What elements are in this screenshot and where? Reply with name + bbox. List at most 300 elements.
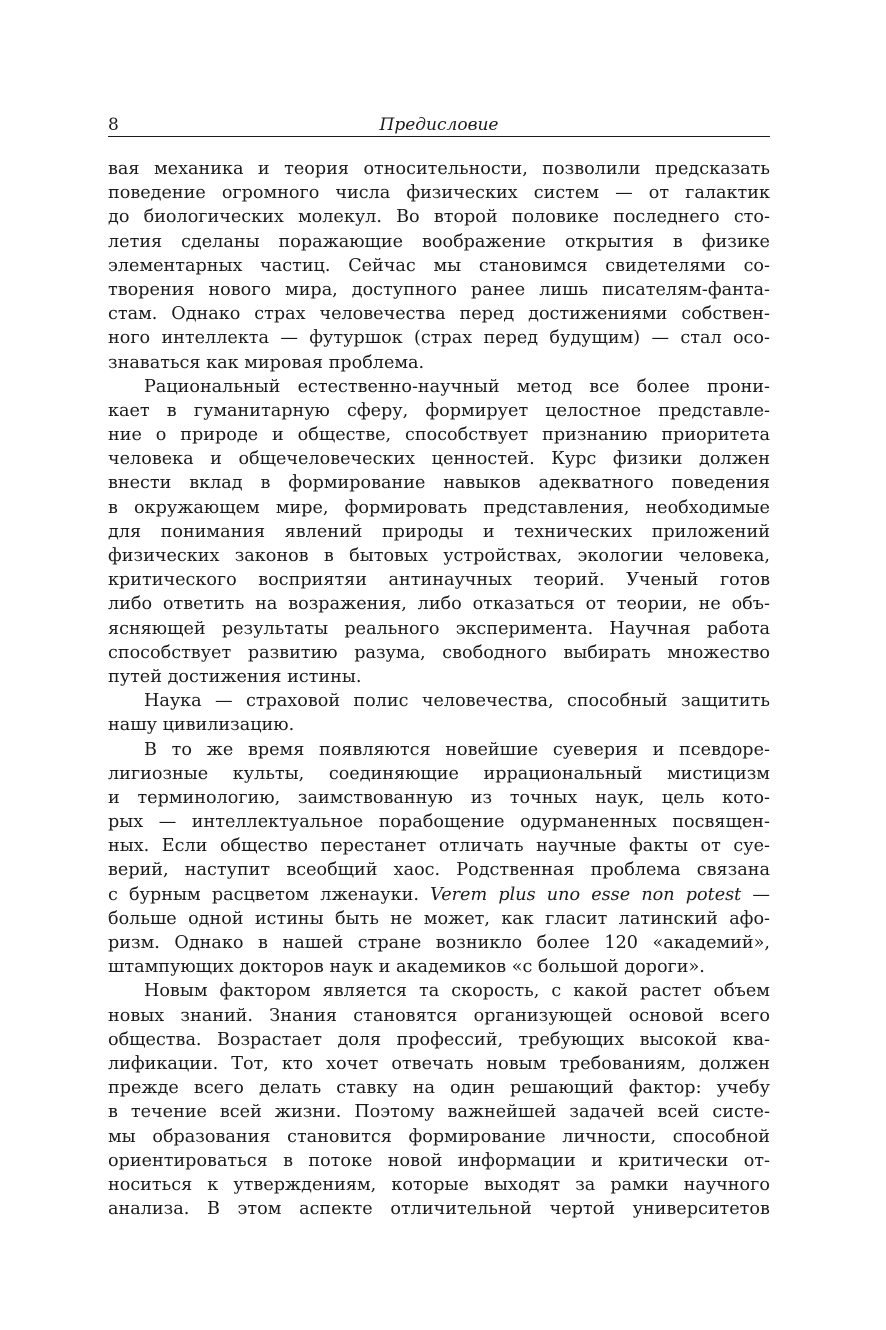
word: и bbox=[108, 787, 120, 808]
word: какой bbox=[573, 981, 629, 1002]
word: всей bbox=[657, 1102, 700, 1123]
word: один bbox=[450, 1078, 495, 1099]
word: гуманитарную bbox=[193, 400, 330, 421]
word: для bbox=[108, 521, 142, 542]
word: выбирать bbox=[563, 642, 651, 663]
word: защитить bbox=[681, 691, 770, 712]
word: штампующих bbox=[108, 957, 234, 978]
word: верий, bbox=[108, 860, 169, 881]
word: ранее bbox=[470, 279, 526, 300]
text-line bbox=[108, 738, 770, 762]
text-line bbox=[108, 399, 770, 423]
word: non bbox=[641, 884, 675, 905]
word: адекватного bbox=[538, 473, 654, 494]
word: и bbox=[482, 521, 495, 542]
word: отказаться bbox=[472, 594, 575, 615]
word: эксперимента. bbox=[455, 618, 594, 639]
word: чертой bbox=[549, 1199, 615, 1220]
text-line bbox=[108, 1173, 770, 1197]
text-line bbox=[108, 1076, 770, 1100]
word: не bbox=[390, 908, 413, 929]
word: и bbox=[378, 957, 391, 978]
word: потоке bbox=[308, 1150, 373, 1171]
word: футуршок bbox=[309, 328, 403, 349]
text-line bbox=[108, 931, 770, 955]
word: научного bbox=[683, 1174, 770, 1195]
word: в bbox=[323, 546, 334, 566]
word: учебу bbox=[716, 1078, 770, 1099]
word: сделаны bbox=[181, 231, 260, 252]
word: новым bbox=[486, 1053, 547, 1074]
word: целостное bbox=[545, 400, 642, 421]
word: как bbox=[501, 908, 534, 929]
word: возникло bbox=[435, 933, 523, 953]
text-line bbox=[108, 907, 770, 931]
word: человечества, bbox=[421, 691, 554, 712]
word: огромного bbox=[221, 183, 320, 204]
word: «с bbox=[511, 957, 533, 978]
word: аспекте bbox=[299, 1199, 373, 1220]
text-line bbox=[108, 375, 770, 399]
word: суе- bbox=[733, 836, 770, 857]
word: человека bbox=[108, 449, 194, 470]
word: мира, bbox=[285, 279, 338, 300]
text-line bbox=[108, 1197, 770, 1221]
word: формирует bbox=[425, 400, 529, 421]
word: Курс bbox=[551, 449, 597, 470]
word: plus bbox=[498, 884, 536, 905]
word: в bbox=[108, 1102, 118, 1123]
word: же bbox=[206, 739, 234, 760]
word: реального bbox=[344, 618, 440, 639]
word: поведение bbox=[108, 183, 206, 204]
word: цивилизацию. bbox=[162, 715, 295, 736]
word: ориентироваться bbox=[108, 1150, 268, 1171]
word: лигиозные bbox=[108, 763, 209, 784]
word: кто bbox=[281, 1053, 314, 1074]
word: объем bbox=[713, 981, 770, 1002]
word: летия bbox=[108, 231, 163, 252]
word: точных bbox=[509, 787, 578, 808]
word: — bbox=[158, 812, 177, 833]
text-line bbox=[108, 157, 770, 181]
word: расцветом bbox=[211, 884, 310, 905]
word: и bbox=[591, 1150, 603, 1171]
word: перед bbox=[483, 328, 539, 349]
word: мы bbox=[108, 1126, 136, 1147]
word: свидетелями bbox=[605, 255, 726, 276]
word: всей bbox=[219, 1102, 262, 1123]
word: посвящен- bbox=[672, 812, 770, 833]
word: со- bbox=[743, 255, 770, 276]
word: требованиям, bbox=[559, 1053, 687, 1074]
word: лженауки. bbox=[320, 884, 419, 905]
text-line bbox=[108, 520, 770, 544]
word: суеверия bbox=[552, 739, 638, 760]
word: истины. bbox=[287, 666, 362, 687]
word: новой bbox=[387, 1150, 443, 1171]
word: рых bbox=[108, 812, 144, 833]
word: Родственная bbox=[456, 860, 575, 881]
word: от bbox=[648, 183, 670, 204]
word: частиц. bbox=[260, 255, 331, 276]
word: сферу, bbox=[347, 400, 409, 421]
word: страховой bbox=[245, 691, 341, 712]
word: критически bbox=[618, 1150, 729, 1171]
word: устройствах, bbox=[443, 546, 563, 566]
word: доступного bbox=[351, 279, 457, 300]
word: — bbox=[280, 328, 298, 349]
word: ценностей. bbox=[431, 449, 535, 470]
word: ных. bbox=[108, 836, 150, 857]
word: докторов bbox=[239, 957, 324, 978]
word: носиться bbox=[108, 1174, 193, 1195]
word: воображение bbox=[421, 231, 546, 252]
word: бурным bbox=[129, 884, 201, 905]
word: Научная bbox=[609, 618, 691, 639]
text-line bbox=[108, 689, 770, 713]
word: становится bbox=[287, 1126, 392, 1147]
word: кото- bbox=[722, 787, 770, 808]
text-line bbox=[108, 447, 770, 471]
word: фактор: bbox=[628, 1078, 702, 1099]
word: uno bbox=[546, 884, 581, 905]
word: быть bbox=[335, 908, 379, 929]
word: наук, bbox=[595, 787, 645, 808]
text-line bbox=[108, 762, 770, 786]
word: более bbox=[536, 933, 590, 953]
word: нашу bbox=[108, 715, 157, 736]
word: перестанет bbox=[320, 836, 427, 857]
word: становятся bbox=[353, 1005, 458, 1026]
word: скорость, bbox=[451, 981, 540, 1002]
word: В bbox=[206, 1199, 220, 1220]
word: к bbox=[207, 1174, 219, 1195]
word: Новым bbox=[144, 981, 208, 1002]
running-header bbox=[108, 110, 770, 137]
word: представления, bbox=[483, 497, 630, 518]
word: растет bbox=[640, 981, 702, 1002]
word: проблема. bbox=[328, 352, 425, 373]
word: университетов bbox=[632, 1199, 770, 1220]
word: доля bbox=[337, 1029, 382, 1050]
body-text bbox=[108, 157, 770, 1221]
word: всего bbox=[193, 1078, 244, 1099]
word: от- bbox=[743, 1150, 770, 1171]
text-line bbox=[108, 254, 770, 278]
word: ставку bbox=[336, 1078, 398, 1099]
word: интеллектуальное bbox=[191, 812, 364, 833]
word: развитию bbox=[247, 642, 338, 663]
word: навыков bbox=[443, 473, 521, 494]
word: достижения bbox=[167, 666, 282, 687]
word: за bbox=[575, 1174, 596, 1195]
word: соединяющие bbox=[328, 763, 459, 784]
word: поведения bbox=[671, 473, 770, 494]
text-line bbox=[108, 326, 770, 350]
word: стал bbox=[680, 328, 722, 349]
text-line bbox=[108, 834, 770, 858]
word: отвечать bbox=[391, 1053, 474, 1074]
word: та bbox=[419, 981, 440, 1002]
word: стране bbox=[357, 933, 422, 953]
word: числа bbox=[335, 183, 391, 204]
word: возражения, bbox=[288, 594, 407, 615]
word: способствует bbox=[108, 642, 232, 663]
word: новых bbox=[108, 1005, 165, 1026]
word: ние bbox=[108, 425, 142, 446]
word: страх bbox=[254, 304, 306, 325]
word: с bbox=[108, 884, 118, 905]
word: терминологию, bbox=[137, 787, 281, 808]
word: — bbox=[752, 884, 770, 905]
word: Во bbox=[396, 207, 420, 228]
word: необходимые bbox=[645, 497, 770, 518]
text-line bbox=[108, 278, 770, 302]
text-line bbox=[108, 351, 770, 375]
text-line bbox=[108, 205, 770, 229]
word: будущим) bbox=[549, 328, 641, 349]
word: гласит bbox=[545, 908, 608, 929]
text-line bbox=[108, 230, 770, 254]
word: делать bbox=[258, 1078, 322, 1099]
word: в bbox=[166, 400, 177, 421]
word: второй bbox=[433, 207, 498, 228]
text-line bbox=[108, 883, 770, 907]
word: в bbox=[283, 1150, 293, 1171]
word: псевдоре- bbox=[678, 739, 770, 760]
word: естественно-научный bbox=[297, 376, 500, 397]
word: творения bbox=[108, 279, 195, 300]
word: фактором bbox=[219, 981, 311, 1002]
text-line bbox=[108, 496, 770, 520]
word: хаос. bbox=[393, 860, 441, 881]
word: «академий», bbox=[652, 933, 770, 953]
text-line bbox=[108, 1052, 770, 1076]
word: путей bbox=[108, 666, 162, 687]
word: Возрастает bbox=[216, 1029, 323, 1050]
word: с bbox=[551, 981, 562, 1002]
word: способный bbox=[566, 691, 668, 712]
paragraph bbox=[108, 157, 770, 375]
word: ного bbox=[108, 328, 151, 349]
word: важнейшей bbox=[447, 1102, 557, 1123]
word: физики bbox=[612, 449, 683, 470]
word: либо bbox=[417, 594, 462, 615]
word: ква- bbox=[732, 1029, 770, 1050]
word: внести bbox=[108, 473, 172, 494]
word: факты bbox=[628, 836, 688, 857]
word: лишь bbox=[539, 279, 589, 300]
word: латинский bbox=[618, 908, 718, 929]
page-number: 8 bbox=[108, 115, 119, 135]
text-line bbox=[108, 713, 770, 737]
word: на bbox=[412, 1078, 435, 1099]
word: как bbox=[206, 352, 239, 373]
word: выходят bbox=[484, 1174, 561, 1195]
word: приложений bbox=[651, 521, 770, 542]
word: мировая bbox=[244, 352, 323, 373]
word: решающий bbox=[509, 1078, 614, 1099]
word: в bbox=[108, 497, 118, 518]
word: нового bbox=[208, 279, 272, 300]
word: природы bbox=[381, 521, 464, 542]
text-line bbox=[108, 471, 770, 495]
word: прежде bbox=[108, 1078, 179, 1099]
word: результаты bbox=[221, 618, 329, 639]
text-line bbox=[108, 592, 770, 616]
text-line bbox=[108, 641, 770, 665]
word: знаваться bbox=[108, 352, 201, 373]
paragraph bbox=[108, 689, 770, 737]
word: позволили bbox=[542, 159, 641, 179]
word: природе bbox=[180, 425, 259, 446]
text-line bbox=[108, 955, 770, 979]
word: способной bbox=[672, 1126, 770, 1147]
word: интеллекта bbox=[161, 328, 270, 349]
word: полис bbox=[353, 691, 409, 712]
text-line bbox=[108, 858, 770, 882]
word: разума, bbox=[354, 642, 426, 663]
word: систе- bbox=[712, 1102, 770, 1123]
word: вклад bbox=[189, 473, 243, 494]
text-line bbox=[108, 181, 770, 205]
word: готов bbox=[719, 570, 770, 591]
word: нашей bbox=[282, 933, 344, 953]
word: относительности, bbox=[363, 159, 528, 179]
word: обществе, bbox=[297, 425, 392, 446]
word: цель bbox=[661, 787, 705, 808]
word: potest bbox=[685, 884, 742, 905]
word: большой bbox=[538, 957, 619, 978]
word: Однако bbox=[171, 304, 241, 325]
word: понимания bbox=[160, 521, 266, 542]
word: Ученый bbox=[626, 570, 699, 591]
word: в bbox=[260, 473, 271, 494]
word: всеобщий bbox=[286, 860, 378, 881]
word: метод bbox=[516, 376, 573, 397]
word: общество bbox=[219, 836, 308, 857]
word: новейшие bbox=[445, 739, 539, 760]
word: от bbox=[585, 594, 606, 615]
word: восприятяи bbox=[258, 570, 368, 591]
word: Рациональный bbox=[144, 376, 281, 397]
word: до bbox=[108, 207, 130, 228]
word: все bbox=[589, 376, 620, 397]
word: антинаучных bbox=[388, 570, 513, 591]
word: организующей bbox=[473, 1005, 613, 1026]
word: теорий. bbox=[533, 570, 605, 591]
word: требующих bbox=[518, 1029, 625, 1050]
word: теории, bbox=[616, 594, 688, 615]
text-line bbox=[108, 544, 770, 568]
word: иррациональный bbox=[483, 763, 643, 784]
word: и bbox=[652, 739, 665, 760]
word: знаний. bbox=[180, 1005, 254, 1026]
word: — bbox=[215, 691, 233, 712]
word: мире, bbox=[275, 497, 329, 518]
word: отличать bbox=[438, 836, 524, 857]
word: академиков bbox=[396, 957, 507, 978]
word: одной bbox=[188, 908, 244, 929]
word: приоритета bbox=[661, 425, 770, 446]
paragraph bbox=[108, 375, 770, 689]
word: Знания bbox=[269, 1005, 338, 1026]
paragraph bbox=[108, 738, 770, 980]
word: всего bbox=[719, 1005, 770, 1026]
word: критического bbox=[108, 570, 237, 591]
word: представле- bbox=[658, 400, 770, 421]
word: ясняющей bbox=[108, 618, 206, 639]
word: стам. bbox=[108, 304, 158, 325]
text-line bbox=[108, 1149, 770, 1173]
word: формирование bbox=[408, 1126, 546, 1147]
word: научные bbox=[536, 836, 617, 857]
word: осо- bbox=[732, 328, 770, 349]
text-line bbox=[108, 302, 770, 326]
word: больше bbox=[108, 908, 177, 929]
text-line bbox=[108, 1100, 770, 1124]
word: должен bbox=[699, 449, 770, 470]
word: общества. bbox=[108, 1029, 202, 1050]
word: лификации. bbox=[108, 1053, 219, 1074]
word: Тот, bbox=[231, 1053, 269, 1074]
word: должен bbox=[699, 1053, 770, 1074]
word: наступит bbox=[184, 860, 271, 881]
word: явлений bbox=[284, 521, 363, 542]
word: информации bbox=[457, 1150, 576, 1171]
text-line bbox=[108, 568, 770, 592]
word: достижениями bbox=[528, 304, 668, 325]
word: афо- bbox=[729, 908, 770, 929]
book-page bbox=[108, 110, 770, 1221]
word: основой bbox=[628, 1005, 704, 1026]
word: дороги». bbox=[624, 957, 705, 978]
word: истины bbox=[254, 908, 324, 929]
word: личности, bbox=[562, 1126, 657, 1147]
text-line bbox=[108, 786, 770, 810]
word: 120 bbox=[604, 933, 638, 953]
word: наук bbox=[329, 957, 374, 978]
word: экологии bbox=[577, 546, 664, 566]
word: технических bbox=[514, 521, 633, 542]
word: вая bbox=[108, 159, 140, 179]
word: биологических bbox=[143, 207, 284, 228]
word: и bbox=[257, 159, 270, 179]
text-line bbox=[108, 423, 770, 447]
word: может, bbox=[423, 908, 490, 929]
word: профессий, bbox=[396, 1029, 504, 1050]
word: работа bbox=[706, 618, 770, 639]
word: общечеловеческих bbox=[238, 449, 416, 470]
word: законов bbox=[234, 546, 309, 566]
word: объ- bbox=[731, 594, 770, 615]
word: свободного bbox=[442, 642, 547, 663]
word: — bbox=[615, 183, 633, 204]
running-title: Предисловие bbox=[379, 115, 499, 135]
word: то bbox=[171, 739, 192, 760]
word: поражающие bbox=[278, 231, 404, 252]
word: формировать bbox=[344, 497, 468, 518]
word: способствует bbox=[405, 425, 529, 446]
word: порабощение bbox=[378, 812, 505, 833]
word: либо bbox=[108, 594, 153, 615]
word: одурманенных bbox=[520, 812, 657, 833]
word: элементарных bbox=[108, 255, 243, 276]
word: не bbox=[698, 594, 721, 615]
text-line bbox=[108, 617, 770, 641]
word: esse bbox=[591, 884, 631, 905]
